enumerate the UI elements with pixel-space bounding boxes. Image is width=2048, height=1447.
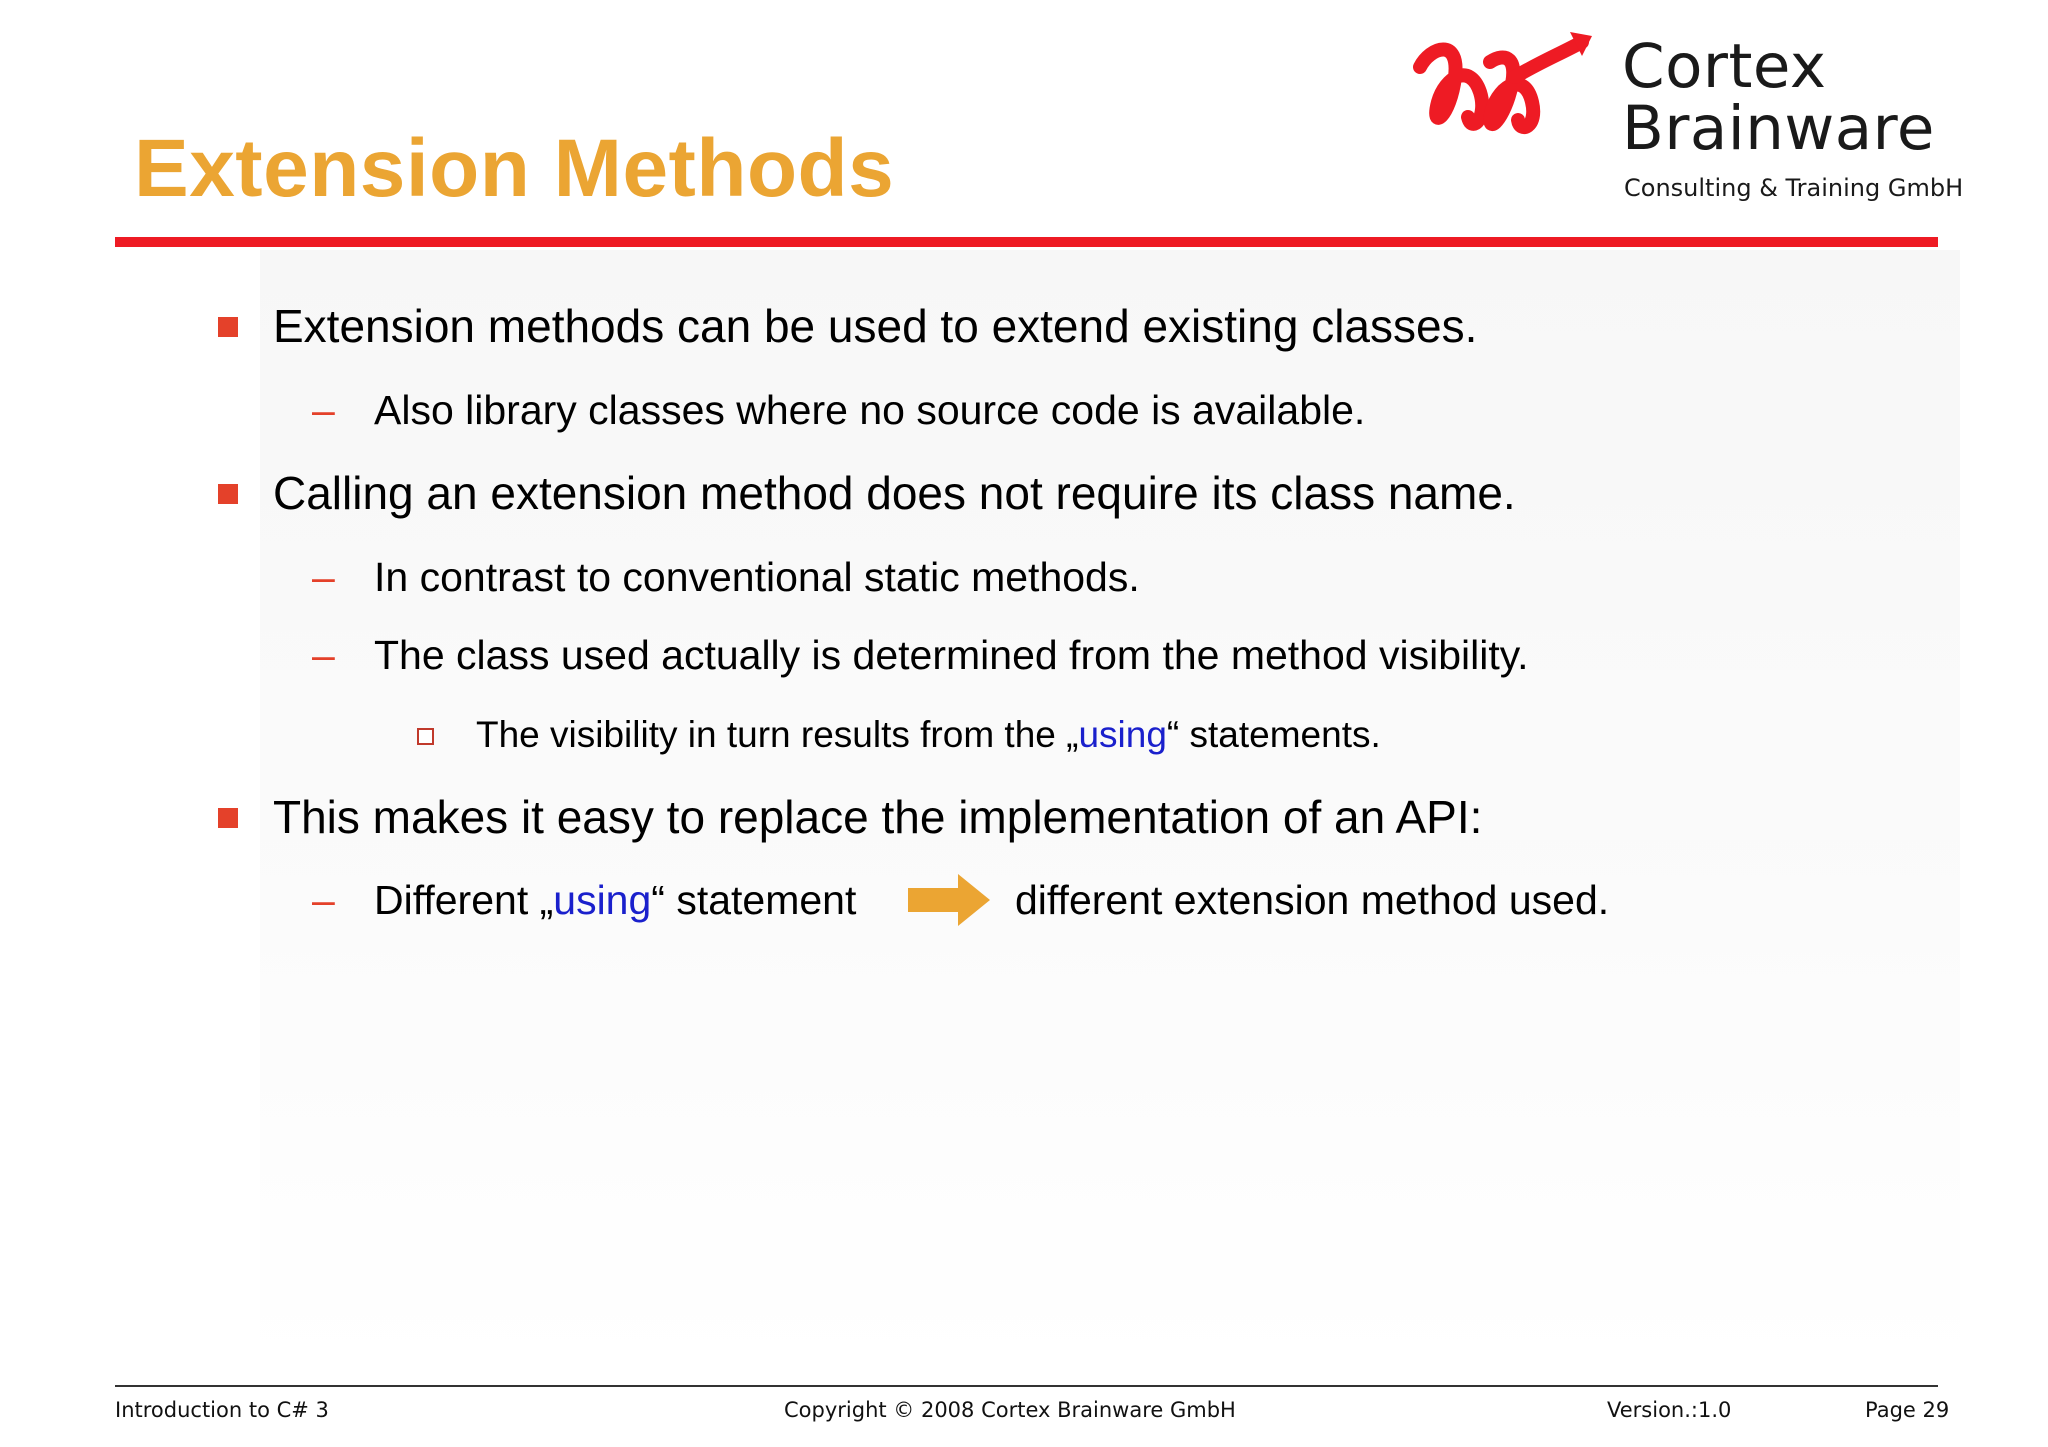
logo-company-name (1622, 31, 1935, 164)
dash-bullet-icon: – (312, 877, 335, 923)
sub-bullet-text: In contrast to conventional static methods. (374, 554, 1140, 600)
logo-name-line1: Cortex (1622, 31, 1827, 102)
dash-bullet-icon: – (312, 554, 335, 600)
sub-bullet-text: different extension method used. (1015, 877, 1610, 923)
bullet-text: Calling an extension method does not require its class name. (273, 467, 1516, 519)
using-keyword: using (1078, 714, 1167, 755)
text-segment: “ statement (651, 877, 857, 923)
bullet-text: Extension methods can be used to extend existing classes. (273, 300, 1478, 352)
footer-copyright: Copyright © 2008 Cortex Brainware GmbH (784, 1398, 1236, 1422)
square-bullet-icon (218, 808, 238, 828)
sub-bullet-text (374, 877, 857, 923)
cortex-logo-mark-icon (1410, 22, 1595, 152)
slide-title: Extension Methods (134, 123, 895, 214)
dash-bullet-icon: – (312, 632, 335, 678)
footer-version: Version.:1.0 (1607, 1398, 1732, 1422)
footer-divider (115, 1385, 1938, 1387)
square-bullet-icon (218, 484, 238, 504)
square-bullet-icon (218, 317, 238, 337)
company-logo (1410, 22, 1964, 212)
hollow-square-bullet-icon (417, 728, 434, 745)
sub-bullet-text: The class used actually is determined from the method visibility. (374, 632, 1529, 678)
text-segment: Different „ (374, 877, 554, 923)
footer-course-title: Introduction to C# 3 (115, 1398, 329, 1422)
title-divider (115, 237, 1938, 247)
dash-bullet-icon: – (312, 387, 335, 433)
logo-name-line2: Brainware (1622, 93, 1935, 164)
text-segment: “ statements. (1166, 714, 1381, 755)
footer-page-number: Page 29 (1865, 1398, 1950, 1422)
logo-tagline: Consulting & Training GmbH (1624, 174, 1964, 202)
bullet-text: This makes it easy to replace the implementation of an API: (273, 791, 1483, 843)
text-segment: The visibility in turn results from the „ (476, 714, 1079, 755)
using-keyword: using (553, 877, 652, 923)
sub-bullet-text: Also library classes where no source code is available. (374, 387, 1366, 433)
right-arrow-icon (908, 874, 990, 926)
sub-sub-bullet-text (476, 716, 1381, 753)
